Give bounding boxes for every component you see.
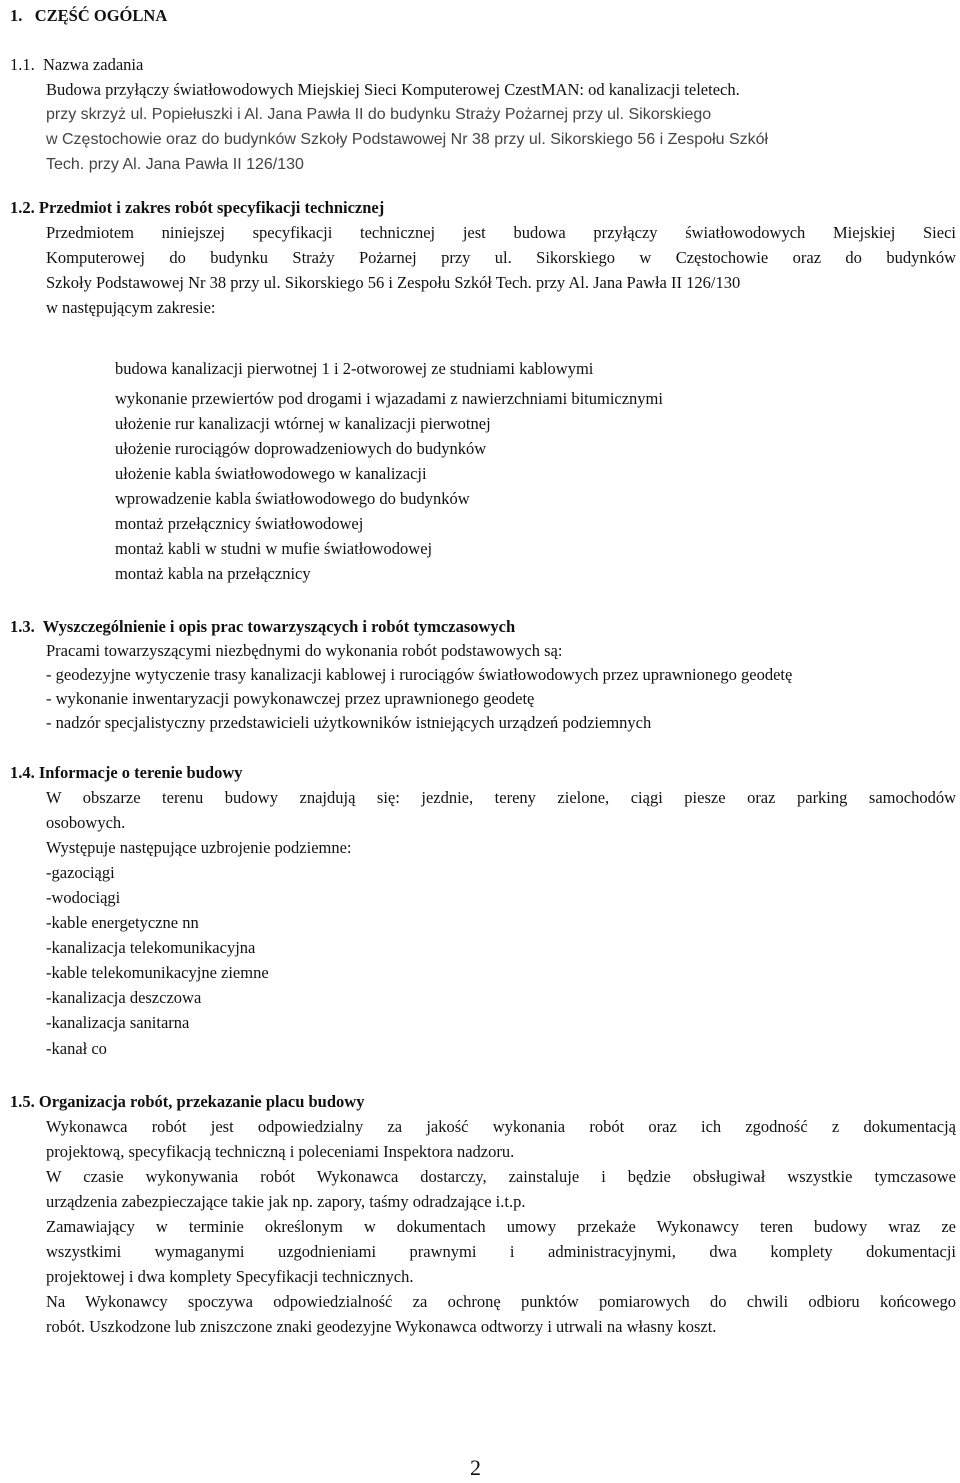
scope-item: montaż kabla na przełącznicy xyxy=(115,564,311,583)
scope-item: wykonanie przewiertów pod drogami i wjazadami z nawierzchniami bitumicznymi xyxy=(115,389,663,408)
section-1-3-line-3: - wykonanie inwentaryzacji powykonawczej przez uprawnionego geodetę xyxy=(46,689,535,708)
utility-item: -kanalizacja sanitarna xyxy=(46,1013,190,1032)
scope-item: budowa kanalizacji pierwotnej 1 i 2-otworowej ze studniami kablowymi xyxy=(115,359,594,378)
section-1-3-heading: 1.3. Wyszczególnienie i opis prac towarzyszących i robót tymczasowych xyxy=(10,617,516,636)
utility-item: -kable telekomunikacyjne ziemne xyxy=(46,963,269,982)
section-1-2-heading: 1.2. Przedmiot i zakres robót specyfikacji technicznej xyxy=(10,198,385,217)
section-1-4-line-2: osobowych. xyxy=(46,813,126,832)
section-1-5-line-6: wszystkimi wymaganymi uzgodnieniami prawnymi i administracyjnymi, dwa komplety dokumentacji xyxy=(46,1242,956,1261)
section-1-3-line-2: - geodezyjne wytyczenie trasy kanalizacji kablowej i rurociągów światłowodowych przez uprawnionego geodetę xyxy=(46,665,793,684)
section-1-heading: 1. CZĘŚĆ OGÓLNA xyxy=(10,6,168,25)
utility-item: -kanalizacja deszczowa xyxy=(46,988,202,1007)
section-1-1-line-1: Budowa przyłączy światłowodowych Miejskiej Sieci Komputerowej CzestMAN: od kanalizacji teletech. xyxy=(46,80,740,99)
section-1-4-line-1: W obszarze terenu budowy znajdują się: jezdnie, tereny zielone, ciągi piesze oraz parking samochodów xyxy=(46,788,956,807)
scope-item: montaż przełącznicy światłowodowej xyxy=(115,514,364,533)
section-1-3-line-1: Pracami towarzyszącymi niezbędnymi do wykonania robót podstawowych są: xyxy=(46,641,563,660)
section-1-2-line-3: Szkoły Podstawowej Nr 38 przy ul. Sikorskiego 56 i Zespołu Szkół Tech. przy Al. Jana Pawła II 126/130 xyxy=(46,273,741,292)
section-1-2-line-1: Przedmiotem niniejszej specyfikacji technicznej jest budowa przyłączy światłowodowych Miejskiej Sieci xyxy=(46,223,956,242)
section-1-2-line-4: w następującym zakresie: xyxy=(46,298,216,317)
section-1-4-heading: 1.4. Informacje o terenie budowy xyxy=(10,763,243,782)
scope-item: montaż kabli w studni w mufie światłowodowej xyxy=(115,539,433,558)
section-1-5-line-5: Zamawiający w terminie określonym w dokumentach umowy przekaże Wykonawcy teren budowy wraz ze xyxy=(46,1217,956,1236)
utility-item: -wodociągi xyxy=(46,888,121,907)
section-1-5-line-8: Na Wykonawcy spoczywa odpowiedzialność za ochronę punktów pomiarowych do chwili odbioru końcowego xyxy=(46,1292,956,1311)
section-1-1-line-2: przy skrzyż ul. Popiełuszki i Al. Jana Pawła II do budynku Straży Pożarnej przy ul. Sikorskiego xyxy=(46,106,712,123)
section-1-5-line-3: W czasie wykonywania robót Wykonawca dostarczy, zainstaluje i będzie obsługiwał wszystkie tymczasowe xyxy=(46,1167,956,1186)
page-number: 2 xyxy=(470,1455,481,1480)
section-1-5-line-4: urządzenia zabezpieczające takie jak np. zapory, taśmy odradzające i.t.p. xyxy=(46,1192,526,1211)
section-1-1-line-3: w Częstochowie oraz do budynków Szkoły Podstawowej Nr 38 przy ul. Sikorskiego 56 i Zespołu Szkół xyxy=(46,131,769,148)
section-1-5-heading: 1.5. Organizacja robót, przekazanie placu budowy xyxy=(10,1092,365,1111)
scope-item: ułożenie rur kanalizacji wtórnej w kanalizacji pierwotnej xyxy=(115,414,491,433)
section-1-5-line-9: robót. Uszkodzone lub zniszczone znaki geodezyjne Wykonawca odtworzy i utrwali na własny koszt. xyxy=(46,1317,717,1336)
scope-item: ułożenie rurociągów doprowadzeniowych do budynków xyxy=(115,439,487,458)
section-1-5-line-7: projektowej i dwa komplety Specyfikacji technicznych. xyxy=(46,1267,414,1286)
scope-item: wprowadzenie kabla światłowodowego do budynków xyxy=(115,489,470,508)
section-1-4-line-3: Występuje następujące uzbrojenie podziemne: xyxy=(46,838,352,857)
section-1-5-line-1: Wykonawca robót jest odpowiedzialny za jakość wykonania robót oraz ich zgodność z dokumentacją xyxy=(46,1117,956,1136)
section-1-1-line-4: Tech. przy Al. Jana Pawła II 126/130 xyxy=(46,156,304,173)
utility-item: -kable energetyczne nn xyxy=(46,913,199,932)
utility-item: -kanał co xyxy=(46,1039,107,1058)
section-1-2-line-2: Komputerowej do budynku Straży Pożarnej przy ul. Sikorskiego w Częstochowie oraz do budynków xyxy=(46,248,956,267)
section-1-3-line-4: - nadzór specjalistyczny przedstawicieli użytkowników istniejących urządzeń podziemnych xyxy=(46,713,652,732)
utility-item: -gazociągi xyxy=(46,863,115,882)
utility-item: -kanalizacja telekomunikacyjna xyxy=(46,938,256,957)
scope-item: ułożenie kabla światłowodowego w kanalizacji xyxy=(115,464,427,483)
section-1-1-heading: 1.1. Nazwa zadania xyxy=(10,55,144,74)
section-1-5-line-2: projektową, specyfikacją techniczną i poleceniami Inspektora nadzoru. xyxy=(46,1142,515,1161)
